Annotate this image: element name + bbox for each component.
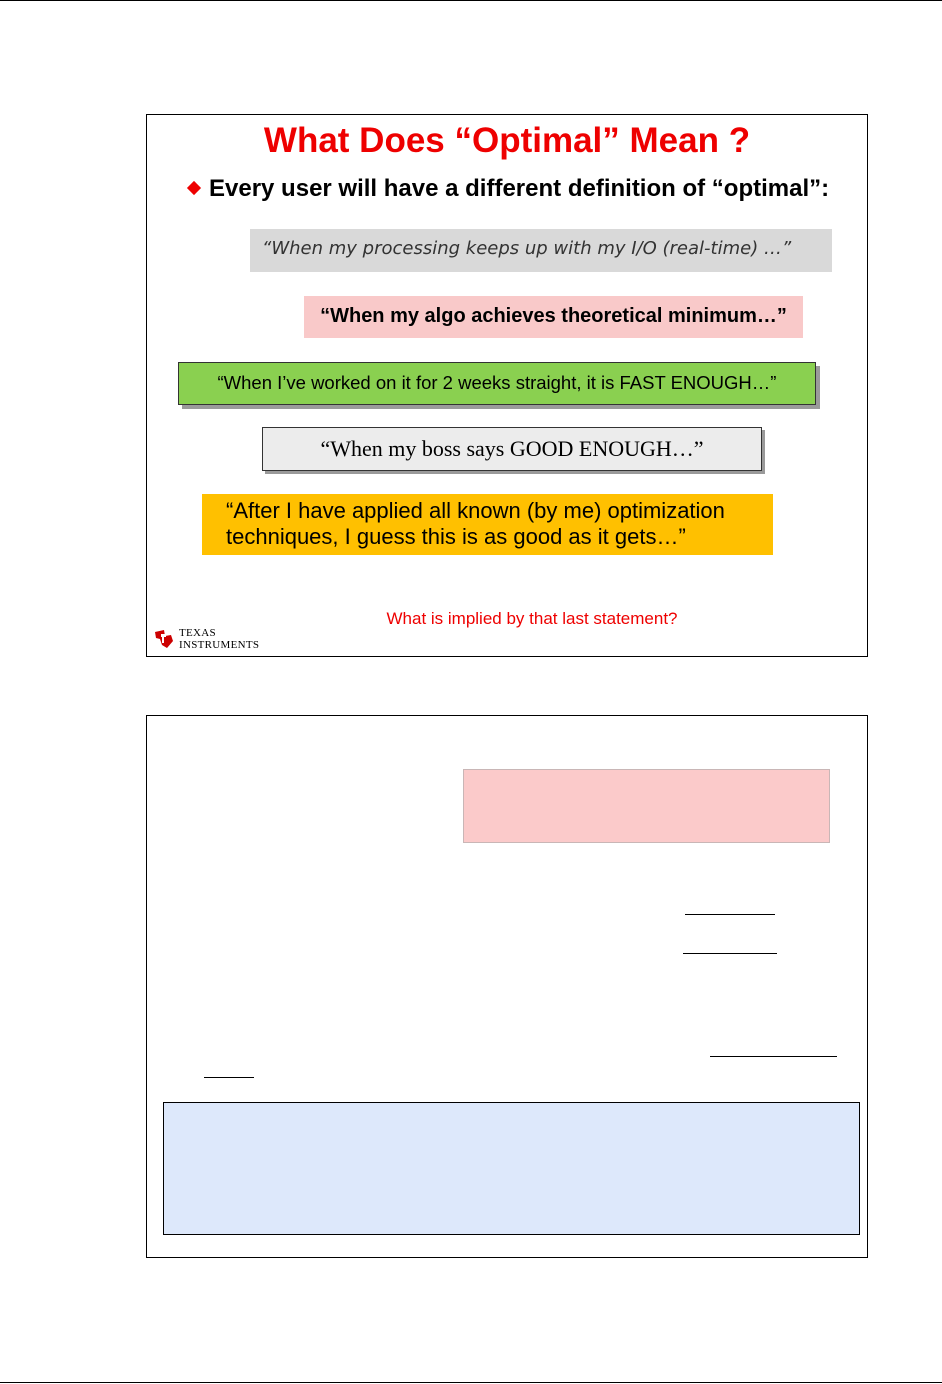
notes-page <box>146 715 868 1258</box>
fill-in-blank-2 <box>683 953 777 954</box>
quote-good-enough: “When my boss says GOOD ENOUGH…” <box>262 427 762 471</box>
texas-instruments-logo <box>153 627 259 651</box>
pink-answer-box <box>463 769 830 843</box>
bullet-point <box>189 175 829 203</box>
quote-realtime: “When my processing keeps up with my I/O (real-time) …” <box>250 229 832 272</box>
quote-as-good-as-it-gets <box>202 494 773 555</box>
bullet-text: Every user will have a different definition of “optimal”: <box>209 175 830 202</box>
fill-in-blank-1 <box>685 914 775 915</box>
slide-title: What Does “Optimal” Mean ? <box>263 121 751 160</box>
quote-line-2: techniques, I guess this is as good as it gets…” <box>226 524 686 549</box>
slide-optimal-meaning <box>146 114 868 657</box>
quote-line-1: “After I have applied all known (by me) optimization <box>226 498 725 523</box>
diamond-bullet-icon <box>187 181 201 195</box>
fill-in-blank-4 <box>204 1077 254 1078</box>
logo-line-1: TEXAS <box>179 627 216 639</box>
quote-fast-enough: “When I’ve worked on it for 2 weeks straight, it is FAST ENOUGH…” <box>178 362 816 405</box>
fill-in-blank-3 <box>710 1056 837 1057</box>
logo-wordmark <box>179 627 259 651</box>
ti-chip-icon <box>153 628 175 650</box>
footnote-question: What is implied by that last statement? <box>386 609 678 628</box>
bottom-rule <box>0 1382 942 1383</box>
logo-line-2: INSTRUMENTS <box>179 639 260 651</box>
blue-notes-box <box>163 1102 860 1235</box>
top-rule <box>0 0 942 1</box>
quote-theoretical-minimum: “When my algo achieves theoretical minimum…” <box>304 296 803 338</box>
